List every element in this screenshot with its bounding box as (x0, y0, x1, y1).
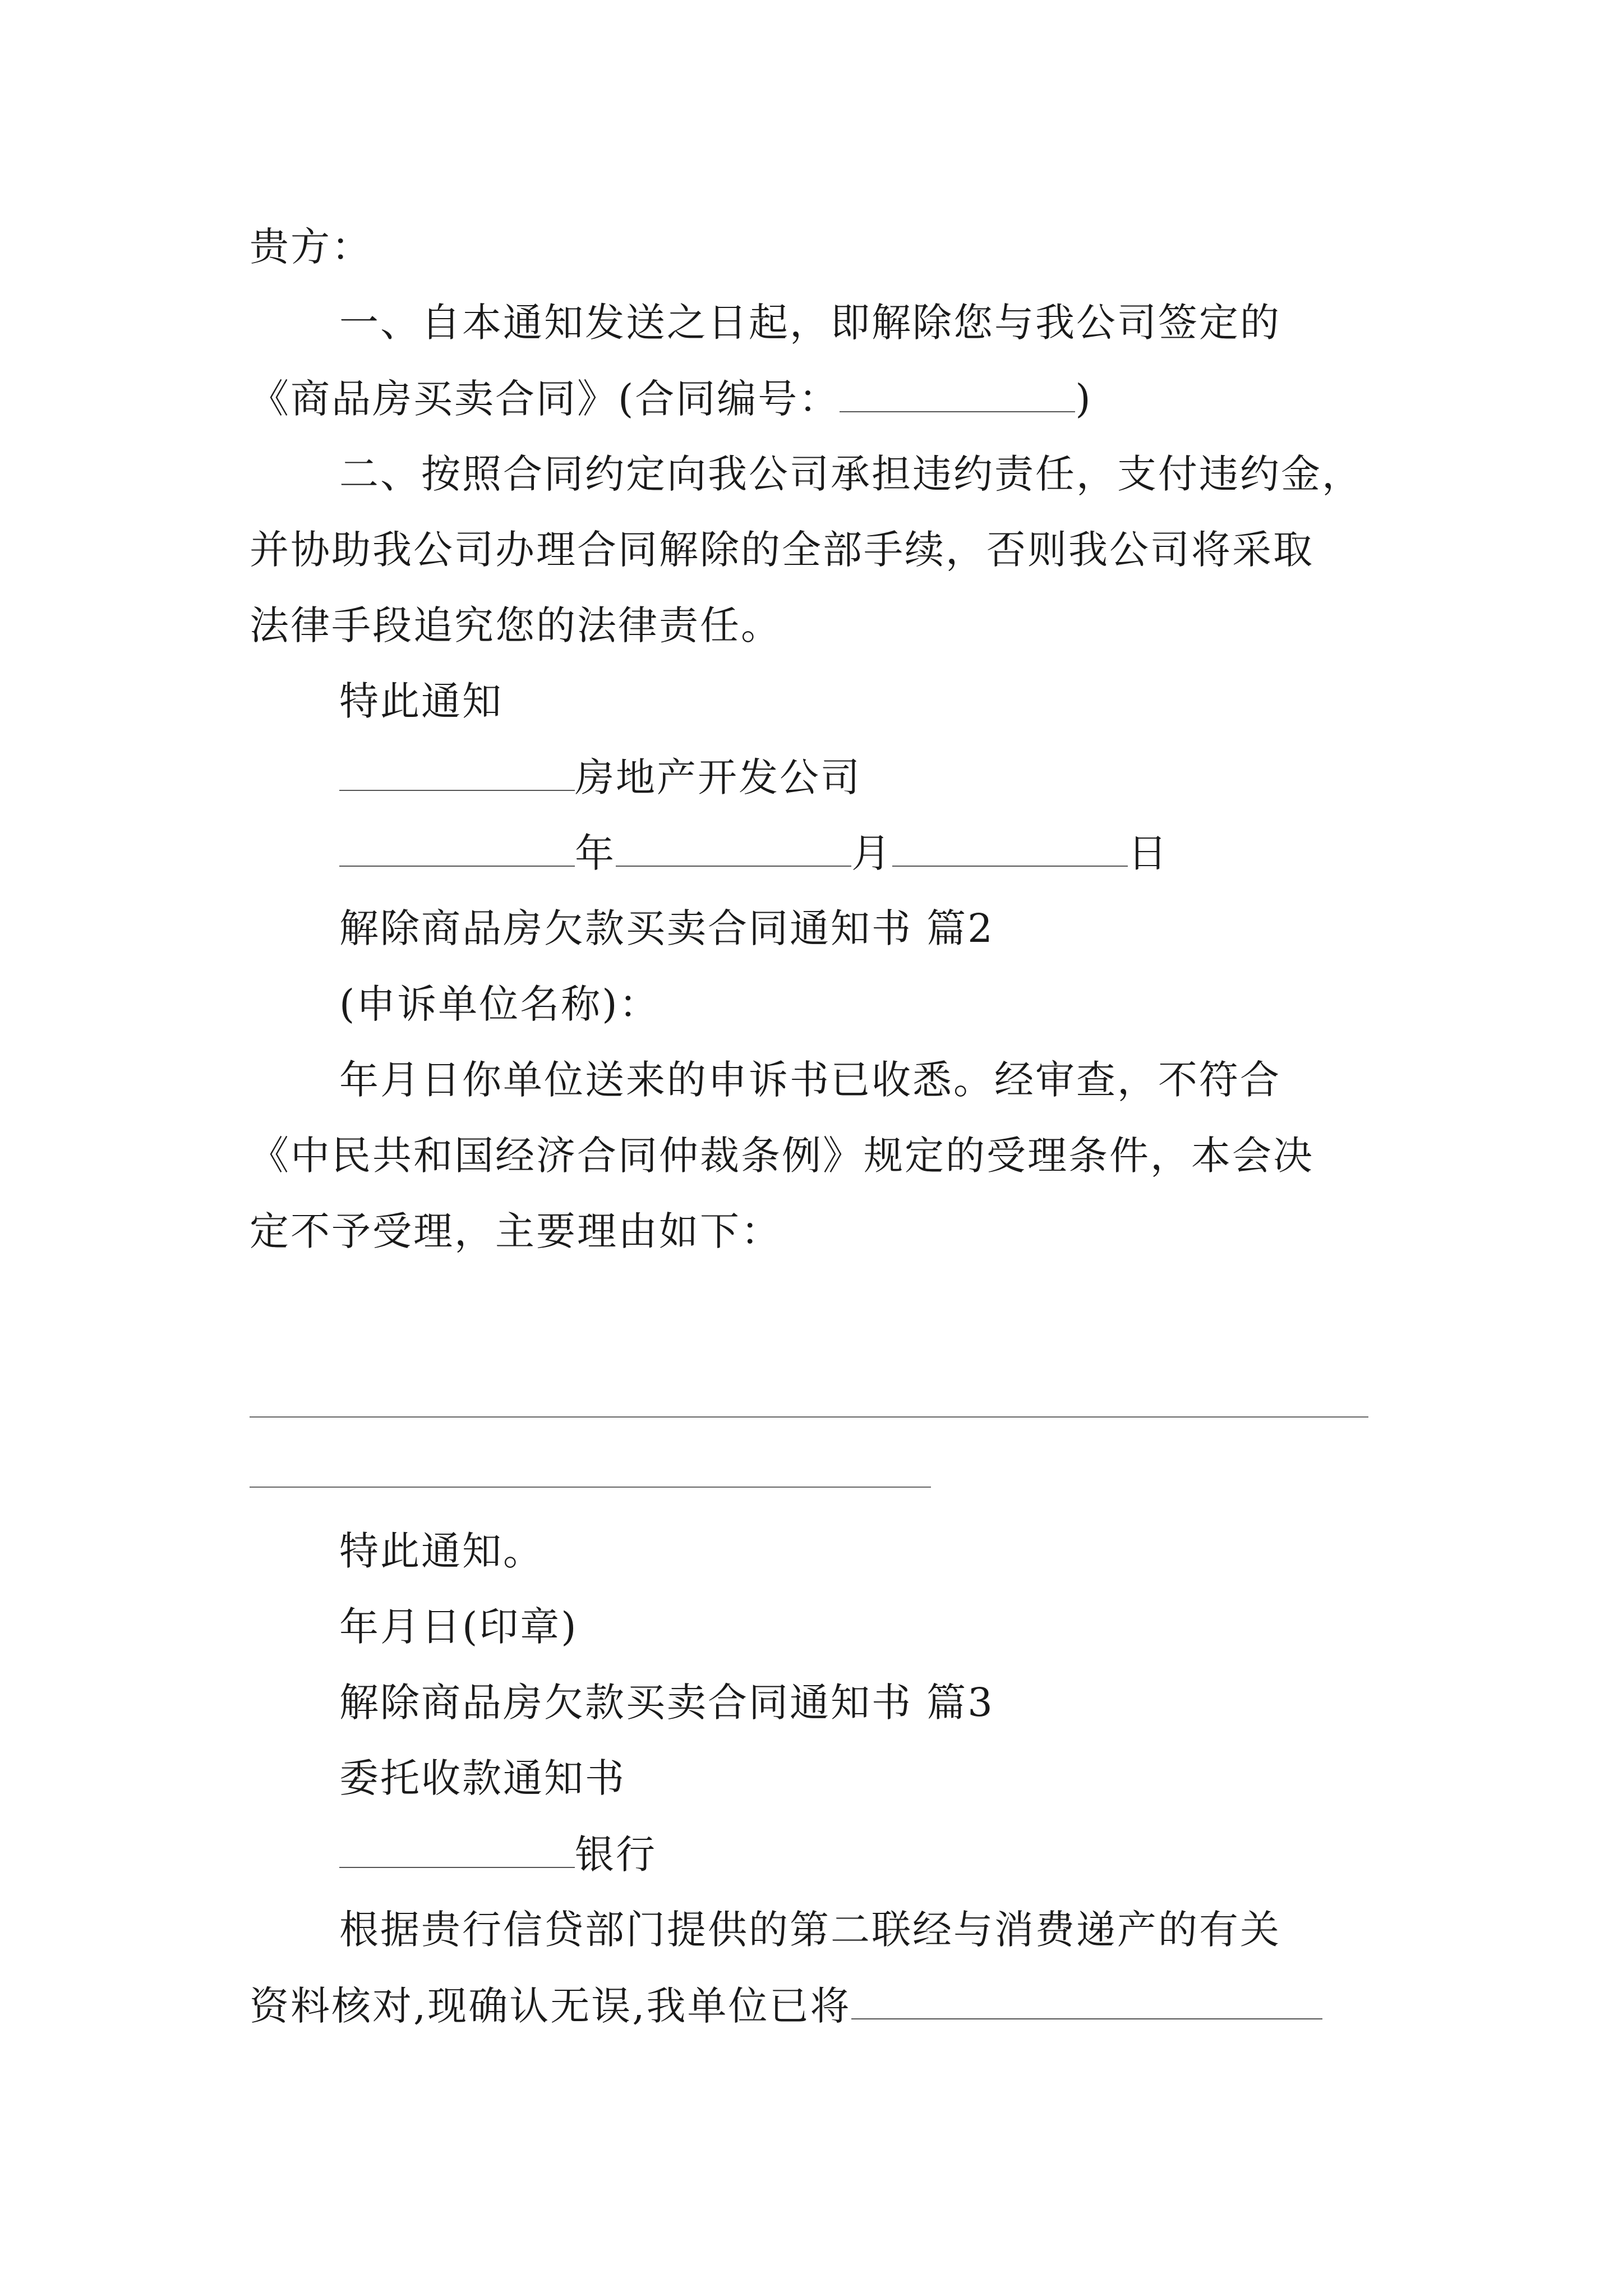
paragraph-4-line-2 (250, 1983, 1322, 2029)
company-signature-line (339, 754, 861, 800)
paragraph-3-line-1: 年月日你单位送来的申诉书已收悉。经审查，不符合 (339, 1057, 1281, 1103)
year-label: 年 (575, 830, 616, 876)
company-suffix: 房地产开发公司 (575, 754, 861, 800)
company-name-blank (339, 757, 575, 791)
month-label: 月 (851, 830, 892, 876)
section-title-2: 解除商品房欠款买卖合同通知书 篇2 (339, 905, 994, 951)
paragraph-2-line-2: 并协助我公司办理合同解除的全部手续，否则我公司将采取 (250, 527, 1314, 573)
complainant-salutation: (申诉单位名称)： (339, 981, 660, 1027)
contract-title-text: 《商品房买卖合同》(合同编号： (250, 376, 840, 422)
contract-number-blank (840, 379, 1075, 412)
reason-blank-line-1 (250, 1416, 1368, 1418)
seal-date-line: 年月日(印章) (339, 1604, 578, 1650)
paragraph-1-line-1: 一、自本通知发送之日起，即解除您与我公司签定的 (339, 300, 1281, 346)
notice-closing-2: 特此通知。 (339, 1528, 544, 1574)
paragraph-3-line-2: 《中民共和国经济合同仲裁条例》规定的受理条件，本会决 (250, 1133, 1314, 1179)
notice-closing-1: 特此通知 (339, 678, 503, 724)
day-blank (892, 833, 1128, 867)
closing-paren: ) (1075, 376, 1092, 422)
paragraph-1-line-2 (250, 376, 1092, 422)
bank-label: 银行 (575, 1832, 657, 1878)
collection-notice-title: 委托收款通知书 (339, 1755, 626, 1801)
date-line-1 (339, 830, 1169, 876)
paragraph-4-line-1: 根据贵行信贷部门提供的第二联经与消费递产的有关 (339, 1907, 1281, 1953)
section-title-3: 解除商品房欠款买卖合同通知书 篇3 (339, 1680, 994, 1726)
reason-blank-line-2 (250, 1487, 931, 1488)
paragraph-4-text: 资料核对,现确认无误,我单位已将 (250, 1983, 851, 2029)
amount-blank (851, 1986, 1322, 2019)
month-blank (616, 833, 851, 867)
bank-line (339, 1832, 657, 1878)
paragraph-2-line-3: 法律手段追究您的法律责任。 (250, 602, 782, 648)
paragraph-2-line-1: 二、按照合同约定向我公司承担违约责任，支付违约金， (339, 451, 1363, 497)
bank-name-blank (339, 1834, 575, 1868)
salutation: 贵方： (250, 224, 372, 270)
day-label: 日 (1128, 830, 1169, 876)
year-blank (339, 833, 575, 867)
paragraph-3-line-3: 定不予受理，主要理由如下： (250, 1208, 782, 1254)
